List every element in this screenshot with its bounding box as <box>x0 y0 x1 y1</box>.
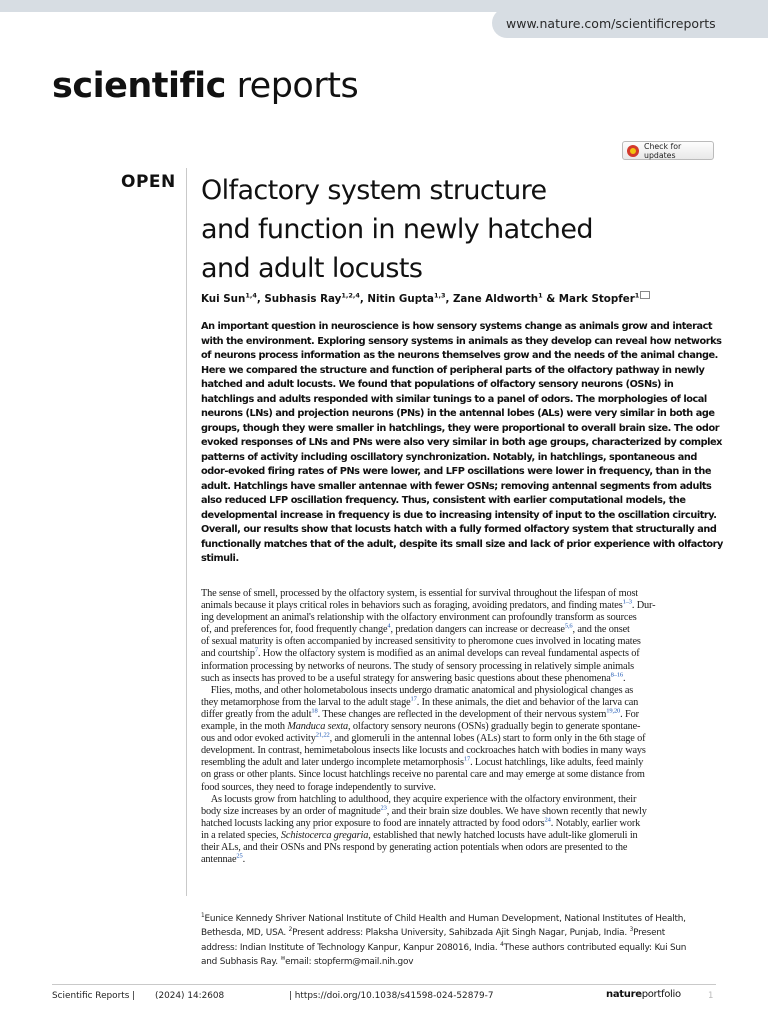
reference-superscript[interactable]: 5,6 <box>564 622 573 630</box>
text-run: Present <box>633 928 666 939</box>
text-run: such as insects has proved to be a useful strategy for answering basic questions about these phenomena <box>201 672 611 684</box>
body-line <box>201 830 727 842</box>
text-run: ing development an animal's relationship with the olfactory environment can profoundly transform as sources <box>201 612 637 624</box>
text-run: , and the onset <box>572 624 630 636</box>
text-run: on grass or other plants. Since locust hatchlings receive no parental care and may emerge at some distance from <box>201 769 645 781</box>
text-run: resembling the adult and later undergo incomplete metamorphosis <box>201 757 464 769</box>
footer-volume: (2024) 14:2608 <box>155 991 225 1001</box>
text-run: These authors contributed equally: Kui Sun <box>503 942 687 953</box>
author-affiliation: 1,2,4 <box>341 291 360 300</box>
footer-doi-link[interactable]: | https://doi.org/10.1038/s41598-024-52879-7 <box>289 991 494 1001</box>
reference-superscript[interactable]: 4 <box>500 941 504 948</box>
text-run: Flies, moths, and other holometabolous insects undergo dramatic anatomical and physiological changes as <box>201 684 634 696</box>
text-run: example, in the moth <box>201 721 288 733</box>
body-line <box>201 636 727 648</box>
footnote-line <box>201 912 727 926</box>
body-line <box>201 818 727 830</box>
journal-logo: scientific reports <box>52 66 359 106</box>
text-run: . These changes are reflected in the development of their nervous system <box>317 708 607 720</box>
body-line <box>201 757 727 769</box>
publisher-logo: natureportfolio <box>606 989 681 1000</box>
text-run: body size increases by an order of magnitude <box>201 805 381 817</box>
check-for-updates-button[interactable]: Check for updates <box>622 141 714 160</box>
page-number: 1 <box>708 991 714 1001</box>
author-affiliation: 1 <box>538 291 543 300</box>
body-line <box>201 721 727 733</box>
body-line <box>201 648 727 660</box>
author-separator: , <box>256 293 265 305</box>
reference-superscript[interactable]: 7 <box>254 647 258 655</box>
reference-superscript[interactable]: 2 <box>288 927 293 934</box>
text-run: . <box>623 672 626 684</box>
text-run: email: stopferm@mail.nih.gov <box>285 956 414 967</box>
text-run: their ALs, and their OSNs and PNs respond by generating action potentials when odors are presented to the <box>201 841 628 853</box>
text-run: food sources, they need to forage independently to survive. <box>201 781 436 793</box>
reference-superscript[interactable]: 21,22 <box>315 731 330 739</box>
reference-superscript[interactable]: 17 <box>463 755 471 763</box>
reference-superscript[interactable]: 24 <box>544 816 551 824</box>
margin-divider <box>186 168 187 896</box>
text-run: of, and preferences for, food frequently change <box>201 624 388 636</box>
abstract-line: evoked responses of LNs and PNs were also very similar in both age groups, characterized by complex <box>201 437 723 448</box>
text-run: As locusts grow from hatchling to adulthood, they acquire experience with the olfactory environment, their <box>201 793 637 805</box>
text-run: differ greatly from the adult <box>201 708 312 720</box>
text-run: hatched locusts lacking any prior exposure to food are innately attracted by food odors <box>201 817 545 829</box>
text-run: , and glomeruli in the antennal lobes (ALs) start to form only in the 6th stage of <box>329 733 646 745</box>
text-run: . Locust hatchlings, like adults, feed mainly <box>470 757 644 769</box>
author-name[interactable]: Mark Stopfer <box>558 293 635 305</box>
abstract-line: neurons (LNs) and projection neurons (PNs) in the antennal lobes (ALs) were very similar in both age <box>201 408 715 419</box>
body-line <box>201 733 727 745</box>
open-access-badge: OPEN <box>121 172 176 192</box>
text-run: , olfactory sensory neurons (OSNs) gradually begin to generate spontane- <box>348 721 641 733</box>
abstract-line: An important question in neuroscience is how sensory systems change as animals grow and interact <box>201 321 713 332</box>
italic-term: Schistocerca gregaria <box>280 829 369 841</box>
text-run: . How the olfactory system is modified as an animal develops can reveal fundamental aspects of <box>257 648 640 660</box>
body-line <box>201 806 727 818</box>
text-run: antennae <box>201 854 237 866</box>
text-run: . For <box>620 708 639 720</box>
body-line <box>201 697 727 709</box>
text-run: and Subhasis Ray. <box>201 956 281 967</box>
text-run: . Dur- <box>631 600 656 612</box>
abstract-line: odor-evoked firing rates of PNs were lower, and LFP oscillations were lower in frequency, than in the <box>201 466 712 477</box>
reference-superscript[interactable]: 3 <box>629 927 634 934</box>
footer-divider <box>52 984 716 985</box>
author-separator: & <box>542 293 559 305</box>
text-run: , predation dangers can increase or decrease <box>390 624 565 636</box>
text-run: The sense of smell, processed by the olfactory system, is essential for survival throughout the lifespan of most <box>201 588 639 599</box>
reference-superscript[interactable]: ✉ <box>280 955 286 962</box>
footnote-line <box>201 955 727 969</box>
text-run: , and their brain size doubles. We have shown recently that newly <box>386 805 647 817</box>
body-line <box>201 673 727 685</box>
footer-journal: Scientific Reports | <box>52 991 136 1001</box>
text-run: ous and odor evoked activity <box>201 733 316 745</box>
reference-superscript[interactable]: 17 <box>410 695 417 703</box>
text-run: of sexual maturity is often accompanied by increased sensitivity to pheromone cues involved in locating mates <box>201 636 641 648</box>
journal-url[interactable]: www.nature.com/scientificreports <box>492 8 768 38</box>
body-line <box>201 600 727 612</box>
footnote-line <box>201 941 727 955</box>
abstract-line: hatched and adult locusts. We found that populations of olfactory sensory neurons (OSNs) in <box>201 379 674 390</box>
abstract-line: adult. Hatchlings have smaller antennae with fewer OSNs; removing antennal segments from adults <box>201 480 712 492</box>
author-name[interactable]: Zane Aldworth <box>452 293 539 305</box>
reference-superscript[interactable]: 1 <box>201 913 205 920</box>
text-run: information processing by networks of neurons. The study of sensory processing in relatively simple animals <box>201 660 635 672</box>
author-separator: , <box>445 293 453 305</box>
author-name[interactable]: Subhasis Ray <box>264 293 342 305</box>
abstract-line: also reduced LFP oscillation frequency. Thus, consistent with earlier computational models, the <box>201 495 686 506</box>
author-affiliation: 1 <box>634 291 640 300</box>
email-icon[interactable] <box>640 291 650 299</box>
author-separator: , <box>359 293 368 305</box>
text-run: Bethesda, MD, USA. <box>201 928 289 939</box>
body-line <box>201 709 727 721</box>
body-line <box>201 661 727 673</box>
reference-superscript[interactable]: 18 <box>311 707 318 715</box>
text-run: . Notably, earlier work <box>550 817 641 829</box>
abstract-line: hatchlings and adults responded with similar tunings to a panel of odors. The morphologies of local <box>201 393 707 405</box>
footnote-line <box>201 926 727 940</box>
italic-term: Manduca sexta <box>287 721 349 733</box>
text-run: and courtship <box>201 648 255 660</box>
body-line <box>201 624 727 636</box>
abstract-line: patterns of activity including oscillatory synchronization. Notably, in hatchlings, spontaneous and <box>201 451 697 463</box>
body-line <box>201 782 727 794</box>
body-line <box>201 685 727 697</box>
abstract-line: Overall, our results show that locusts hatch with a fully formed olfactory system that structurally and <box>201 524 717 535</box>
abstract-line: of neurons process information as the neurons themselves grow and the needs of the animal change. <box>201 350 718 361</box>
abstract-line: Here we compared the structure and function of peripheral parts of the olfactory pathway in newly <box>201 364 705 376</box>
body-line <box>201 842 727 854</box>
reference-superscript[interactable]: 1–3 <box>622 598 632 606</box>
abstract-line: developmental increase in frequency is due to increasing intensity of input to the oscillation circuitry. <box>201 509 717 521</box>
body-line <box>201 769 727 781</box>
body-line <box>201 612 727 624</box>
body-line <box>201 794 727 806</box>
body-line <box>201 588 727 600</box>
affiliations-footnote <box>201 912 727 969</box>
author-name[interactable]: Nitin Gupta <box>367 293 434 305</box>
text-run: , established that newly hatched locusts have adult-like glomeruli in <box>368 829 638 841</box>
article-title: Olfactory system structure and function in newly hatched and adult locusts <box>201 175 593 284</box>
body-line <box>201 854 727 866</box>
author-affiliation: 1,3 <box>433 291 446 300</box>
abstract-line: groups, though they were smaller in hatchlings, they were proportional to overall brain size. The odor <box>201 422 720 434</box>
abstract-line: with the environment. Exploring sensory systems in animals as they develop can reveal how networks <box>201 335 722 347</box>
reference-superscript[interactable]: 4 <box>387 622 391 630</box>
abstract-line: stimuli. <box>201 553 239 564</box>
reference-superscript[interactable]: 19,20 <box>606 707 621 715</box>
abstract-line: functionally matches that of the adult, despite its small size and lack of prior experience with olfactory <box>201 538 723 550</box>
text-run: animals because it plays critical roles in behaviors such as foraging, avoiding predators, and finding mates <box>201 600 623 612</box>
text-run: Present address: Plaksha University, Sahibzada Ajit Singh Nagar, Punjab, India. <box>292 928 630 939</box>
text-run: address: Indian Institute of Technology Kanpur, Kanpur 208016, India. <box>201 942 501 953</box>
reference-superscript[interactable]: 8–16 <box>610 671 624 679</box>
text-run: in a related species, <box>201 829 281 841</box>
text-run: . In these animals, the diet and behavior of the larva can <box>416 696 639 708</box>
reference-superscript[interactable]: 25 <box>236 852 243 860</box>
text-run: Eunice Kennedy Shriver National Institute of Child Health and Human Development, National Institutes of Health, <box>204 914 686 924</box>
author-list <box>201 291 650 305</box>
author-name[interactable]: Kui Sun <box>201 293 246 305</box>
abstract <box>201 320 726 567</box>
author-affiliation: 1,4 <box>245 291 257 300</box>
crossmark-icon <box>627 145 639 157</box>
text-run: . <box>242 854 246 866</box>
text-run: development. In contrast, hemimetabolous insects like locusts and cockroaches hatch with bodies in many ways <box>201 745 646 757</box>
body-text <box>201 588 727 866</box>
text-run: they metamorphose from the larval to the adult stage <box>201 696 411 708</box>
reference-superscript[interactable]: 23 <box>380 804 387 812</box>
